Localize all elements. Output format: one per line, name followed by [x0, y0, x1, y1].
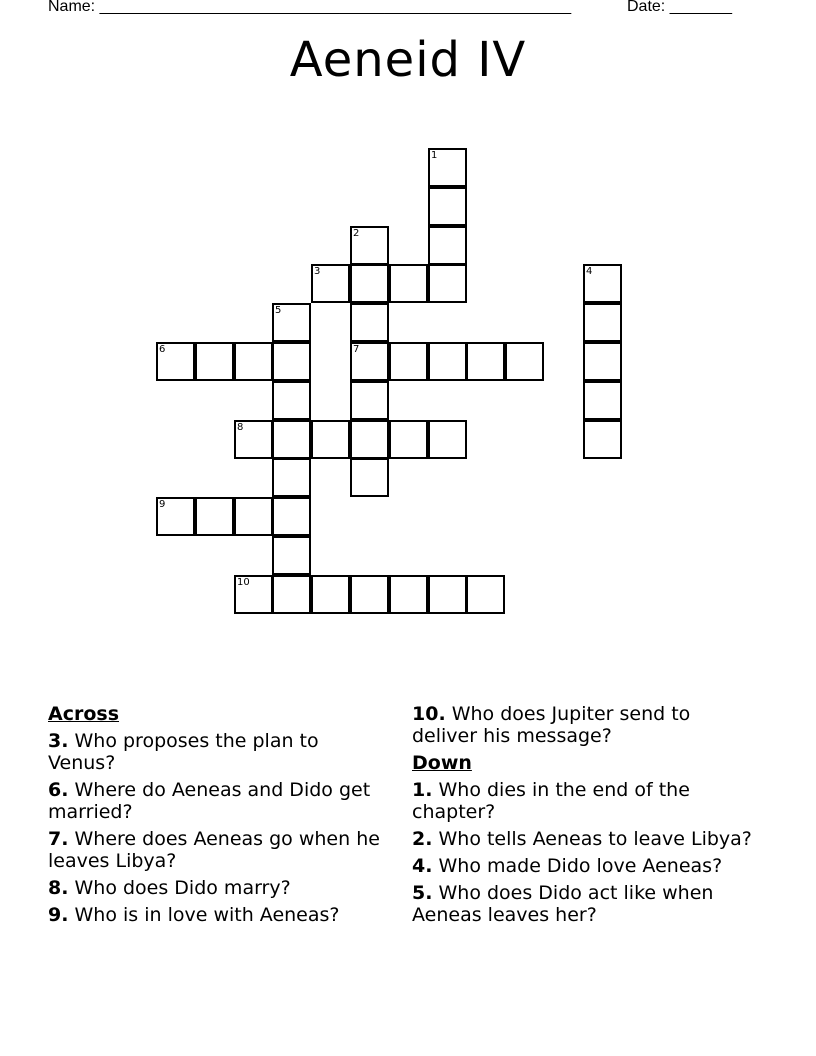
grid-cell[interactable]	[234, 420, 273, 459]
grid-cell[interactable]	[350, 226, 389, 265]
grid-cell[interactable]	[428, 420, 467, 459]
down-clue	[412, 828, 752, 850]
down-clue	[412, 855, 752, 877]
clue-text: Who does Dido act like when Aeneas leaves her?	[412, 882, 714, 926]
name-field-label: Name: _____________________________________________________	[48, 0, 572, 15]
cell-number: 3	[314, 266, 321, 277]
clue-number: 7.	[48, 828, 69, 850]
grid-cell[interactable]	[350, 342, 389, 381]
grid-cell[interactable]	[156, 342, 195, 381]
grid-cell[interactable]	[583, 420, 622, 459]
clues-column-left	[48, 703, 388, 931]
clue-number: 9.	[48, 904, 69, 926]
grid-cell[interactable]	[311, 264, 350, 303]
date-field-label: Date: _______	[627, 0, 732, 15]
grid-cell[interactable]	[389, 575, 428, 614]
cell-number: 4	[586, 266, 593, 277]
grid-cell[interactable]	[389, 420, 428, 459]
grid-cell[interactable]	[350, 420, 389, 459]
grid-cell[interactable]	[350, 575, 389, 614]
down-clue	[412, 779, 752, 823]
clues-column-right	[412, 703, 752, 931]
clue-text: Where does Aeneas go when he leaves Libya?	[48, 828, 380, 872]
grid-cell[interactable]	[272, 575, 311, 614]
grid-cell[interactable]	[350, 303, 389, 342]
cell-number: 1	[431, 150, 438, 161]
grid-cell[interactable]	[466, 575, 505, 614]
grid-cell[interactable]	[311, 420, 350, 459]
across-clue	[48, 877, 388, 899]
grid-cell[interactable]	[428, 148, 467, 187]
clue-text: Who does Dido marry?	[68, 877, 291, 899]
grid-cell[interactable]	[272, 342, 311, 381]
grid-cell[interactable]	[428, 342, 467, 381]
grid-cell[interactable]	[583, 381, 622, 420]
clue-text: Who tells Aeneas to leave Libya?	[432, 828, 752, 850]
clue-number: 2.	[412, 828, 433, 850]
clue-number: 8.	[48, 877, 69, 899]
grid-cell[interactable]	[466, 342, 505, 381]
grid-cell[interactable]	[350, 458, 389, 497]
clue-number: 1.	[412, 779, 433, 801]
grid-cell[interactable]	[234, 497, 273, 536]
down-clue	[412, 882, 752, 926]
grid-cell[interactable]	[428, 226, 467, 265]
across-heading: Across	[48, 703, 120, 725]
clue-number: 10.	[412, 703, 446, 725]
grid-cell[interactable]	[583, 264, 622, 303]
cell-number: 9	[159, 499, 166, 510]
clue-text: Who made Dido love Aeneas?	[432, 855, 723, 877]
cell-number: 7	[353, 344, 360, 355]
grid-cell[interactable]	[272, 536, 311, 575]
cell-number: 10	[237, 577, 250, 588]
grid-cell[interactable]	[272, 420, 311, 459]
across-clue	[412, 703, 752, 747]
across-clue	[48, 904, 388, 926]
grid-cell[interactable]	[272, 303, 311, 342]
clue-text: Who does Jupiter send to deliver his message?	[412, 703, 691, 747]
across-clue	[48, 779, 388, 823]
down-heading: Down	[412, 752, 472, 774]
across-clue	[48, 730, 388, 774]
grid-cell[interactable]	[389, 264, 428, 303]
cell-number: 8	[237, 422, 244, 433]
grid-cell[interactable]	[428, 264, 467, 303]
grid-cell[interactable]	[234, 342, 273, 381]
across-clue	[48, 828, 388, 872]
grid-cell[interactable]	[428, 187, 467, 226]
grid-cell[interactable]	[583, 342, 622, 381]
grid-cell[interactable]	[389, 342, 428, 381]
clue-text: Who proposes the plan to Venus?	[48, 730, 319, 774]
cell-number: 2	[353, 228, 360, 239]
grid-cell[interactable]	[505, 342, 544, 381]
clue-number: 6.	[48, 779, 69, 801]
cell-number: 5	[275, 305, 282, 316]
grid-cell[interactable]	[272, 458, 311, 497]
clue-text: Where do Aeneas and Dido get married?	[48, 779, 371, 823]
grid-cell[interactable]	[156, 497, 195, 536]
grid-cell[interactable]	[311, 575, 350, 614]
page-title: Aeneid IV	[289, 32, 527, 88]
clue-number: 4.	[412, 855, 433, 877]
grid-cell[interactable]	[272, 497, 311, 536]
grid-cell[interactable]	[428, 575, 467, 614]
clue-text: Who is in love with Aeneas?	[68, 904, 340, 926]
clue-number: 5.	[412, 882, 433, 904]
grid-cell[interactable]	[272, 381, 311, 420]
grid-cell[interactable]	[583, 303, 622, 342]
grid-cell[interactable]	[195, 497, 234, 536]
grid-cell[interactable]	[195, 342, 234, 381]
grid-cell[interactable]	[350, 381, 389, 420]
cell-number: 6	[159, 344, 166, 355]
clue-text: Who dies in the end of the chapter?	[412, 779, 690, 823]
grid-cell[interactable]	[350, 264, 389, 303]
clue-number: 3.	[48, 730, 69, 752]
grid-cell[interactable]	[234, 575, 273, 614]
